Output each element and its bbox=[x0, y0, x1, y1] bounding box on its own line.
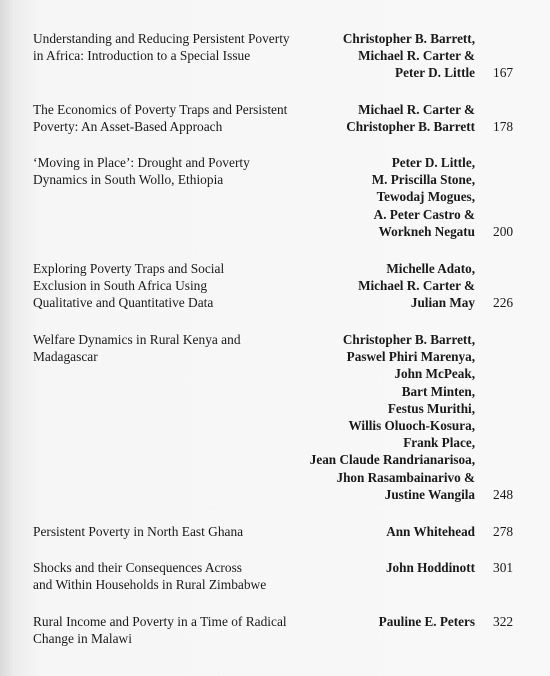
author-name: Workneh Negatu bbox=[378, 223, 475, 239]
article-authors bbox=[358, 260, 475, 312]
title-line: Welfare Dynamics in Rural Kenya and bbox=[33, 332, 241, 347]
author-name: Christopher B. Barrett, bbox=[342, 332, 475, 347]
article-authors bbox=[346, 101, 475, 135]
title-line: Exclusion in South Africa Using bbox=[33, 278, 208, 294]
title-line: Persistent Poverty in North East Ghana bbox=[33, 524, 244, 539]
author-name: Paswel Phiri Marenya, bbox=[346, 349, 475, 365]
author-name: Julian May bbox=[410, 295, 475, 311]
title-line: Poverty: An Asset-Based Approach bbox=[33, 119, 223, 135]
title-line: and Within Households in Rural Zimbabwe bbox=[33, 577, 267, 593]
author-name: M. Priscilla Stone, bbox=[371, 172, 475, 188]
author-name: John McPeak, bbox=[394, 366, 475, 382]
article-title bbox=[33, 523, 333, 540]
title-line: Dynamics in South Wollo, Ethiopia bbox=[33, 172, 224, 188]
author-name: Jean Claude Randrianarisoa, bbox=[309, 452, 475, 468]
author-name: Festus Murithi, bbox=[387, 400, 475, 416]
page-number: 178 bbox=[493, 119, 514, 135]
author-name: Christopher B. Barrett bbox=[346, 119, 475, 135]
page-number: 322 bbox=[493, 614, 514, 629]
article-authors bbox=[372, 154, 475, 240]
title-line: The Economics of Poverty Traps and Persistent bbox=[33, 102, 288, 117]
author-name: Tewodaj Mogues, bbox=[376, 189, 475, 205]
author-name: Michelle Adato, bbox=[386, 261, 475, 276]
article-title bbox=[33, 613, 333, 647]
article-authors bbox=[386, 523, 475, 540]
author-name: Christopher B. Barrett, bbox=[342, 31, 475, 46]
title-line: ‘Moving in Place’: Drought and Poverty bbox=[33, 155, 250, 170]
page-number: 248 bbox=[493, 486, 514, 502]
article-title bbox=[33, 154, 333, 188]
article-title bbox=[33, 101, 333, 135]
article-authors bbox=[386, 559, 475, 576]
title-line: Qualitative and Quantitative Data bbox=[33, 295, 214, 311]
page-number: 278 bbox=[493, 524, 514, 539]
author-name: Michael R. Carter & bbox=[358, 278, 475, 294]
article-authors bbox=[379, 613, 475, 630]
article-authors bbox=[343, 30, 475, 82]
page-number: 226 bbox=[493, 295, 514, 311]
title-line: Madagascar bbox=[33, 349, 98, 365]
article-title bbox=[33, 30, 333, 64]
author-name: Bart Minten, bbox=[401, 383, 475, 399]
author-name: Peter D. Little bbox=[395, 65, 475, 81]
author-name: Frank Place, bbox=[403, 435, 475, 451]
page-number: 167 bbox=[493, 65, 514, 81]
title-line: Exploring Poverty Traps and Social bbox=[33, 261, 225, 276]
author-name: Michael R. Carter & bbox=[358, 102, 475, 117]
author-name: Ann Whitehead bbox=[386, 524, 475, 539]
author-name: Jhon Rasambainarivo & bbox=[336, 469, 475, 485]
article-authors bbox=[310, 331, 475, 503]
page-number: 301 bbox=[493, 560, 514, 575]
title-line: Shocks and their Consequences Across bbox=[33, 560, 243, 575]
author-name: John Hoddinott bbox=[385, 560, 475, 575]
author-name: Michael R. Carter & bbox=[358, 48, 475, 64]
author-name: Pauline E. Peters bbox=[378, 614, 475, 629]
page-number: 200 bbox=[493, 223, 514, 239]
article-title bbox=[33, 331, 333, 365]
title-line: Rural Income and Poverty in a Time of Radical bbox=[33, 614, 287, 629]
title-line: Understanding and Reducing Persistent Poverty bbox=[33, 31, 290, 46]
author-name: Peter D. Little, bbox=[391, 155, 475, 170]
article-title bbox=[33, 260, 333, 312]
article-title bbox=[33, 559, 333, 593]
author-name: Justine Wangila bbox=[384, 486, 475, 502]
title-line: in Africa: Introduction to a Special Issue bbox=[33, 48, 251, 64]
title-line: Change in Malawi bbox=[33, 631, 132, 647]
author-name: Willis Oluoch-Kosura, bbox=[348, 418, 475, 434]
author-name: A. Peter Castro & bbox=[373, 206, 475, 222]
